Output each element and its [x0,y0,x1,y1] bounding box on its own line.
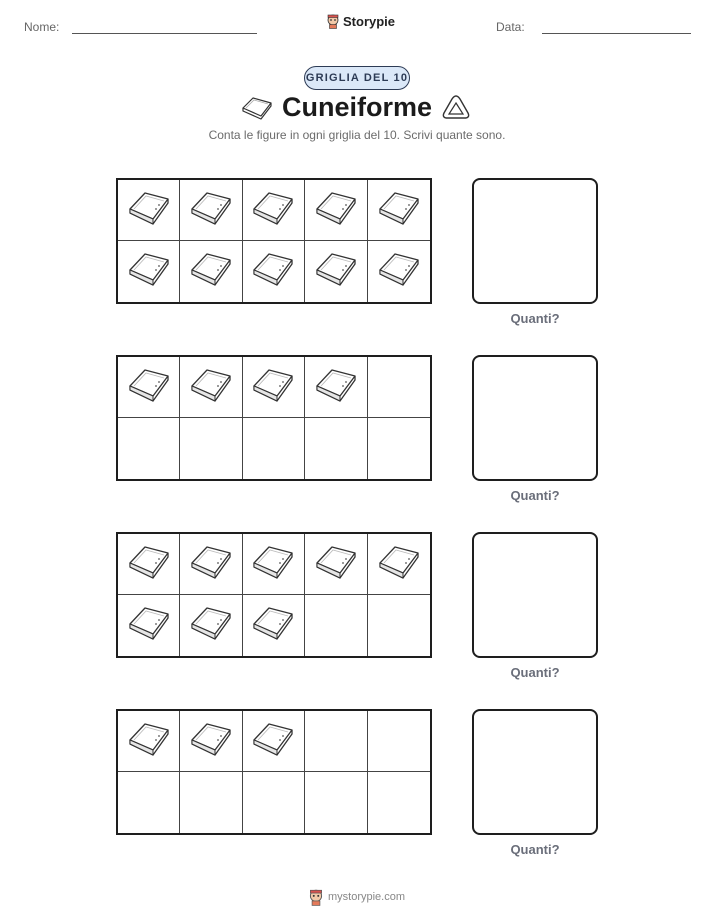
cuneiform-tablet-icon [126,365,172,410]
ten-frame-cell [305,595,367,656]
ten-frame-cell [180,241,242,302]
ten-frame-cell [118,180,180,241]
cuneiform-tablet-icon [188,719,234,764]
answer-box-4[interactable] [472,709,598,835]
ten-frame-cell [118,241,180,302]
ten-frame-cell [118,418,180,479]
footer [308,888,405,906]
ten-frame-cell [305,180,367,241]
ten-frame-cell [368,241,430,302]
ten-frame-cell [243,711,305,772]
cuneiform-tablet-icon [313,188,359,233]
ten-frame-cell [305,772,367,833]
cuneiform-tablet-icon [376,542,422,587]
ten-frame-cell [180,772,242,833]
name-label: Nome: [24,20,60,34]
cuneiform-tablet-icon [126,719,172,764]
cuneiform-tablet-icon [188,188,234,233]
ten-frame-cell [118,772,180,833]
brand [326,13,395,29]
answer-box-2[interactable] [472,355,598,481]
ten-frame-cell [305,241,367,302]
answer-box-3[interactable] [472,532,598,658]
name-line[interactable] [72,33,257,34]
ten-frame-cell [118,595,180,656]
ten-frame-cell [368,595,430,656]
ten-frame-cell [368,180,430,241]
cuneiform-tablet-icon [250,188,296,233]
cuneiform-tablet-icon [250,603,296,648]
ten-frame-cell [243,534,305,595]
storypie-mascot-icon [308,888,324,906]
cuneiform-tablet-icon [188,249,234,294]
ten-frame-cell [180,180,242,241]
ten-frame-cell [243,357,305,418]
ten-frame-cell [243,595,305,656]
ten-frame-1 [116,178,432,304]
ten-frame-cell [368,418,430,479]
ten-frame-cell [305,418,367,479]
cuneiform-tablet-icon [126,188,172,233]
ten-frame-4 [116,709,432,835]
ten-frame-2 [116,355,432,481]
answer-label: Quanti? [510,488,560,503]
page-title: Cuneiforme [281,92,433,122]
ten-frame-cell [180,357,242,418]
ten-frame-cell [305,357,367,418]
ten-frame-cell [118,357,180,418]
footer-url: mystorypie.com [328,891,406,903]
ten-frame-cell [368,711,430,772]
date-line[interactable] [542,33,691,34]
ten-frame-cell [243,241,305,302]
ten-frame-cell [368,772,430,833]
cuneiform-tablet-icon [313,542,359,587]
cuneiform-tablet-icon [313,365,359,410]
ten-frame-cell [180,711,242,772]
instructions: Conta le figure in ogni griglia del 10. Scrivi quante sono. [208,128,506,142]
ten-frame-cell [118,534,180,595]
ten-frame-cell [305,711,367,772]
cuneiform-tablet-icon [250,542,296,587]
ten-frame-cell [305,534,367,595]
ten-frame-cell [368,357,430,418]
cuneiform-tablet-icon [376,249,422,294]
ten-frame-cell [368,534,430,595]
ten-frame-3 [116,532,432,658]
cuneiform-tablet-icon [250,365,296,410]
cuneiform-tablet-icon [250,249,296,294]
cuneiform-tablet-icon [188,542,234,587]
cuneiform-tablet-icon [376,188,422,233]
answer-box-1[interactable] [472,178,598,304]
cuneiform-tablet-icon [250,719,296,764]
brand-name: Storypie [343,13,396,29]
ten-frame-cell [180,418,242,479]
cuneiform-tablet-icon [126,249,172,294]
ten-frame-cell [180,595,242,656]
cuneiform-tablet-icon [126,542,172,587]
date-label: Data: [496,20,525,34]
storypie-mascot-icon [326,13,340,29]
triangle-decor-icon [440,93,472,123]
cuneiform-tablet-icon [126,603,172,648]
answer-label: Quanti? [510,842,560,857]
cuneiform-tablet-icon [313,249,359,294]
ten-frame-cell [243,180,305,241]
answer-label: Quanti? [510,311,560,326]
cuneiform-tablet-icon [188,603,234,648]
answer-label: Quanti? [510,665,560,680]
category-badge: GRIGLIA DEL 10 [304,66,410,90]
ten-frame-cell [118,711,180,772]
cuneiform-tablet-icon [188,365,234,410]
ten-frame-cell [243,418,305,479]
ten-frame-cell [243,772,305,833]
ten-frame-cell [180,534,242,595]
